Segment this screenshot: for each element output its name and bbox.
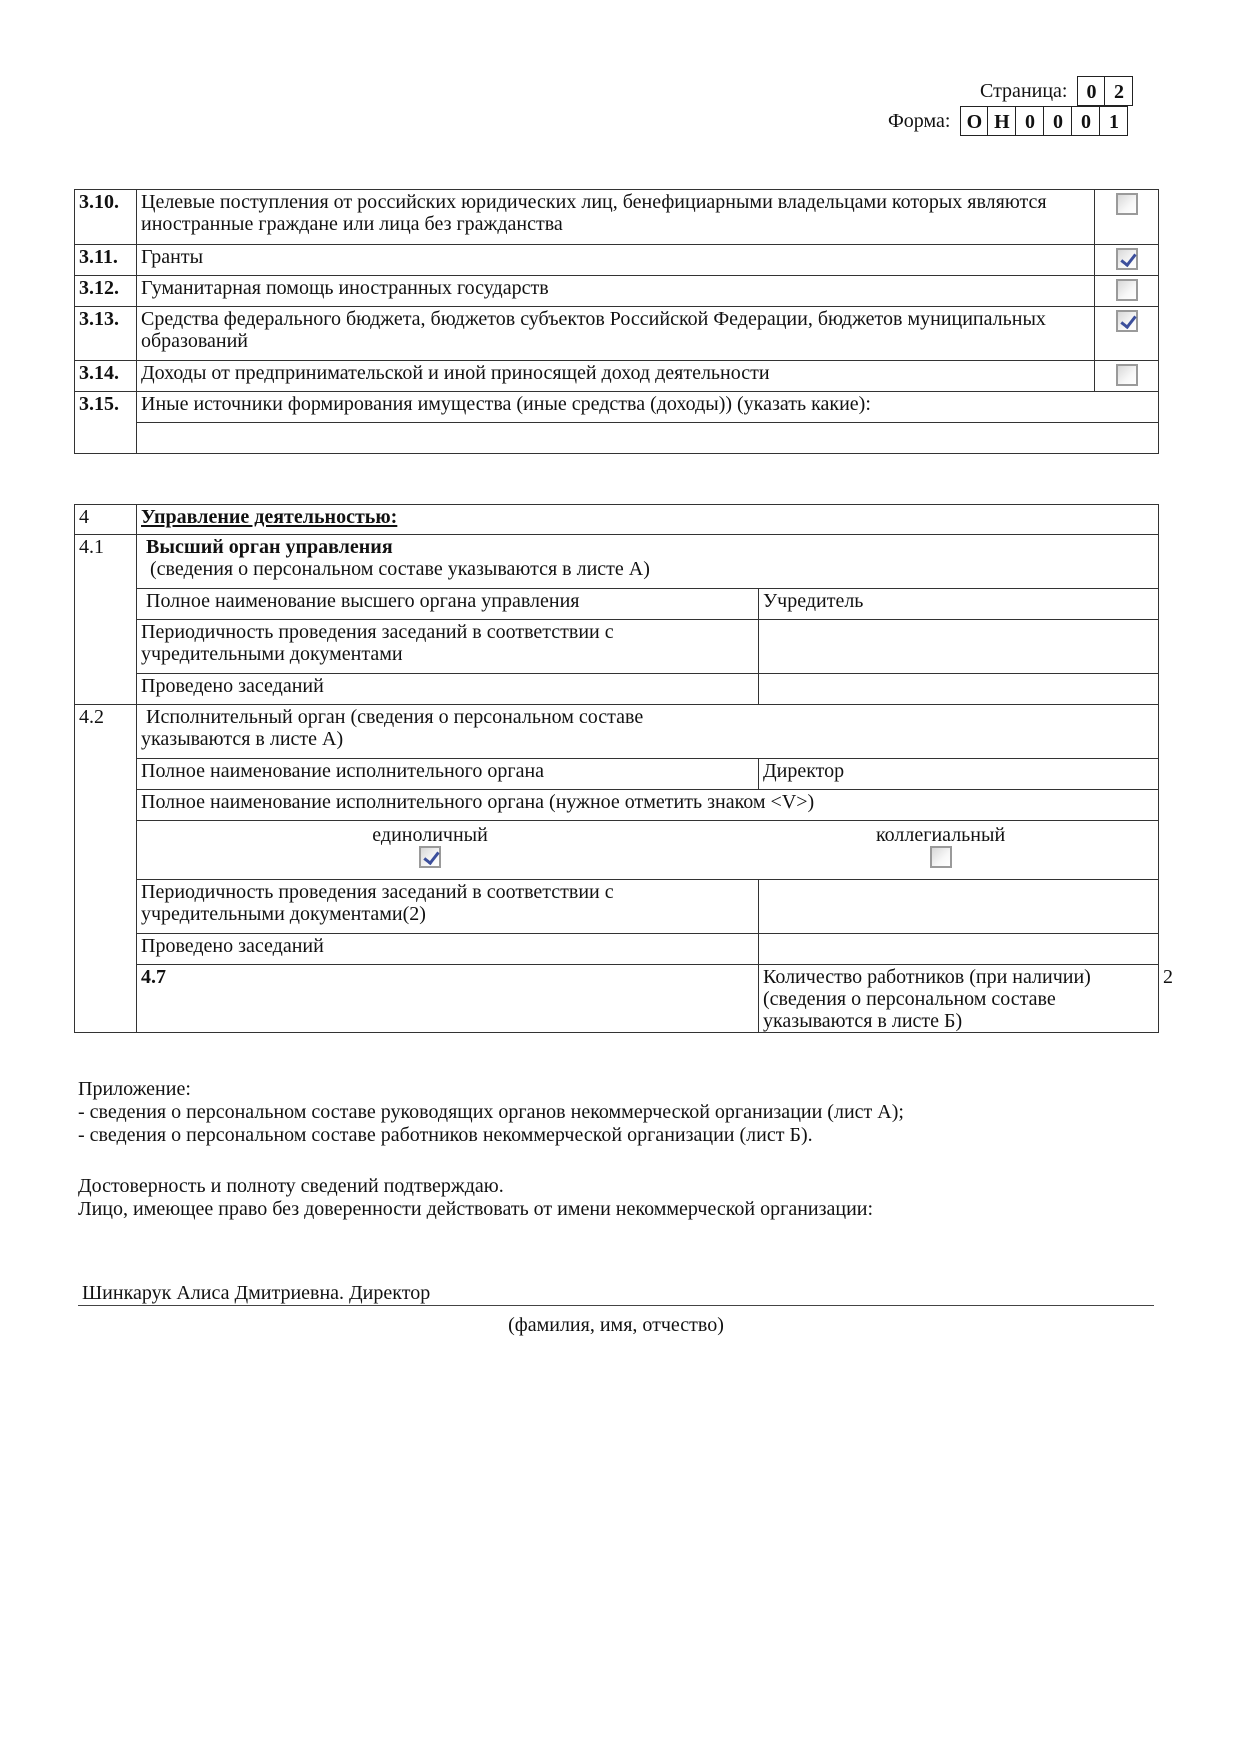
table-row (75, 589, 1159, 620)
row-number: 3.12. (75, 276, 137, 307)
row-text: Гранты (137, 245, 1095, 276)
checkbox-3-12[interactable] (1116, 279, 1138, 301)
confirmation-line-2: Лицо, имеющее право без доверенности действовать от имени некоммерческой организации: (78, 1198, 874, 1220)
form-char-2: Н (988, 106, 1016, 136)
table-row (75, 535, 1159, 589)
table-row (75, 620, 1159, 674)
table-row (75, 880, 1159, 934)
table-row (75, 276, 1159, 307)
sole-label: единоличный (372, 824, 488, 846)
table-row (75, 423, 1159, 454)
row-text: Гуманитарная помощь иностранных государств (137, 276, 1095, 307)
subsection-title: Высший орган управления (146, 536, 393, 558)
form-char-6: 1 (1100, 106, 1128, 136)
table-row (75, 674, 1159, 705)
supreme-body-meetings-field[interactable] (759, 674, 1159, 705)
page-number-field (980, 76, 1133, 106)
subsection-title: Исполнительный орган (сведения о персональном составе указываются в листе А) (141, 706, 644, 750)
table-row (75, 759, 1159, 790)
section-number: 4.1 (75, 535, 137, 705)
collegial-option (723, 821, 1158, 879)
subsection-note: (сведения о персональном составе указываются в листе А) (150, 558, 650, 580)
form-code-field (888, 106, 1128, 136)
field-label: Полное наименование высшего органа управления (137, 589, 759, 620)
field-label: Полное наименование исполнительного органа (нужное отметить знаком <V>) (137, 790, 1159, 821)
funding-sources-table (74, 189, 1159, 454)
management-table (74, 504, 1173, 1033)
form-char-1: О (960, 106, 988, 136)
signature-line (78, 1305, 1154, 1306)
table-row: 4.7 Количество работников (при наличии)(сведения о персональном составе указываются в листе Б) 2 (75, 965, 1159, 1033)
row-number: 3.15. (75, 392, 137, 454)
checkbox-3-10[interactable] (1116, 193, 1138, 215)
checkbox-3-11[interactable] (1116, 248, 1138, 270)
field-label: Количество работников (при наличии)(сведения о персональном составе указываются в листе Б) (759, 965, 1159, 1033)
appendix-item-2: - сведения о персональном составе работников некоммерческой организации (лист Б). (78, 1124, 813, 1146)
signature-caption: (фамилия, имя, отчество) (508, 1314, 724, 1336)
row-number: 3.11. (75, 245, 137, 276)
form-char-3: 0 (1016, 106, 1044, 136)
field-label: Полное наименование исполнительного органа (137, 759, 759, 790)
row-text: Целевые поступления от российских юридических лиц, бенефициарными владельцами которых являются иностранные граждане или лица без гражданства (137, 190, 1095, 245)
page-digit-2: 2 (1105, 76, 1133, 106)
section-title: Управление деятельностью: (141, 506, 398, 528)
collegial-label: коллегиальный (875, 824, 1006, 846)
field-label: Проведено заседаний (137, 674, 759, 705)
form-label: Форма: (888, 110, 951, 132)
table-row (75, 392, 1159, 423)
table-row (75, 934, 1159, 965)
table-row (75, 307, 1159, 361)
appendix (78, 1078, 904, 1147)
page-digit-1: 0 (1077, 76, 1105, 106)
table-row (75, 361, 1159, 392)
table-row (75, 790, 1159, 821)
checkbox-3-13[interactable] (1116, 310, 1138, 332)
row-number: 3.14. (75, 361, 137, 392)
executive-body-name-field[interactable]: Директор (759, 759, 1159, 790)
row-number: 3.13. (75, 307, 137, 361)
section-number: 4.7 (137, 965, 759, 1033)
row-number: 3.10. (75, 190, 137, 245)
table-row (75, 821, 1159, 880)
sole-option (137, 821, 723, 879)
form-char-5: 0 (1072, 106, 1100, 136)
executive-body-periodicity-field[interactable] (759, 880, 1159, 934)
confirmation (78, 1175, 873, 1221)
checkbox-3-14[interactable] (1116, 364, 1138, 386)
page-label: Страница: (980, 80, 1068, 102)
appendix-title: Приложение: (78, 1078, 191, 1100)
other-sources-input[interactable] (137, 423, 1159, 454)
section-number: 4.2 (75, 705, 137, 1033)
row-text: Иные источники формирования имущества (иные средства (доходы)) (указать какие): (137, 392, 1159, 423)
table-row (75, 245, 1159, 276)
supreme-body-name-field[interactable]: Учредитель (759, 589, 1159, 620)
appendix-item-1: - сведения о персональном составе руководящих органов некоммерческой организации (лист А); (78, 1101, 904, 1123)
field-label: Периодичность проведения заседаний в соответствии с учредительными документами(2) (137, 880, 759, 934)
form-char-4: 0 (1044, 106, 1072, 136)
sole-checkbox[interactable] (419, 846, 441, 868)
table-row (75, 705, 1159, 759)
table-row (75, 505, 1159, 535)
row-text: Доходы от предпринимательской и иной приносящей доход деятельности (137, 361, 1095, 392)
confirmation-line-1: Достоверность и полноту сведений подтверждаю. (78, 1175, 504, 1197)
executive-body-meetings-field[interactable] (759, 934, 1159, 965)
table-row (75, 190, 1159, 245)
collegial-checkbox[interactable] (930, 846, 952, 868)
field-label: Периодичность проведения заседаний в соответствии с учредительными документами (137, 620, 759, 674)
row-text: Средства федерального бюджета, бюджетов субъектов Российской Федерации, бюджетов муниципальных образований (137, 307, 1095, 361)
section-number: 4 (75, 505, 137, 535)
signatory-name: Шинкарук Алиса Дмитриевна. Директор (82, 1282, 431, 1304)
field-label: Проведено заседаний (137, 934, 759, 965)
supreme-body-periodicity-field[interactable] (759, 620, 1159, 674)
